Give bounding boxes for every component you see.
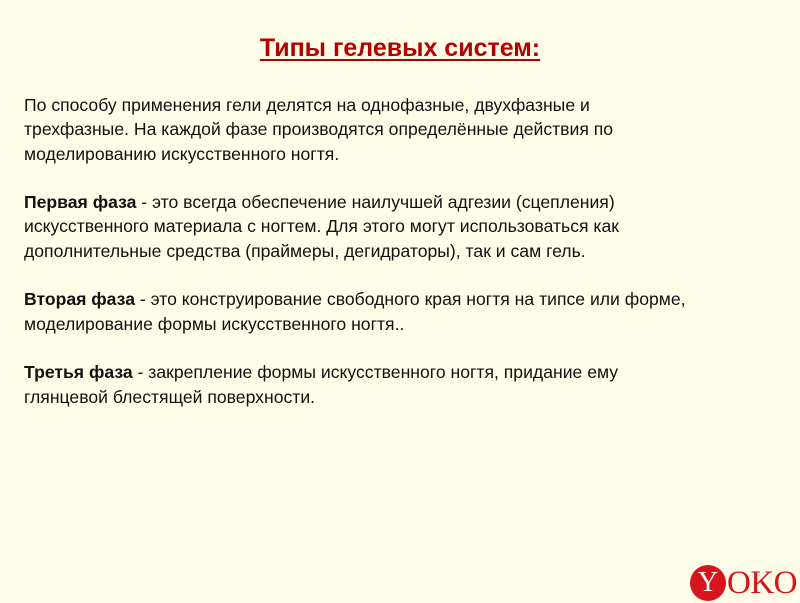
slide-body	[24, 93, 794, 409]
text-line: искусственного материала с ногтем. Для этого могут использоваться как	[24, 216, 619, 237]
first-phase-paragraph	[24, 190, 794, 263]
text-line: дополнительные средства (праймеры, дегидраторы), так и сам гель.	[24, 240, 586, 261]
intro-paragraph	[24, 93, 794, 166]
text-line	[24, 287, 794, 311]
text-line	[24, 360, 794, 384]
phase-term: Первая фаза	[24, 192, 137, 213]
slide-title: Типы гелевых систем:	[259, 34, 541, 62]
text-line: моделирование формы искусственного ногтя..	[24, 313, 405, 334]
third-phase-paragraph	[24, 360, 794, 409]
phase-description: - закрепление формы искусственного ногтя, придание ему	[132, 362, 619, 383]
text-line: трехфазные. На каждой фазе производятся определённые действия по	[24, 119, 614, 140]
text-line: глянцевой блестящей поверхности.	[24, 386, 316, 407]
text-line: По способу применения гели делятся на однофазные, двухфазные и	[24, 95, 590, 115]
second-phase-paragraph	[24, 287, 794, 336]
logo-text: OKO	[727, 565, 797, 601]
phase-description: - это конструирование свободного края ногтя на типсе или форме,	[134, 289, 686, 310]
phase-description: - это всегда обеспечение наилучшей адгезии (сцепления)	[136, 192, 615, 213]
text-line: моделированию искусственного ногтя.	[24, 143, 340, 164]
logo-badge: Y	[690, 565, 726, 601]
yoko-logo	[690, 563, 800, 603]
phase-term: Третья фаза	[24, 362, 133, 383]
text-line	[24, 190, 794, 214]
phase-term: Вторая фаза	[24, 289, 135, 310]
